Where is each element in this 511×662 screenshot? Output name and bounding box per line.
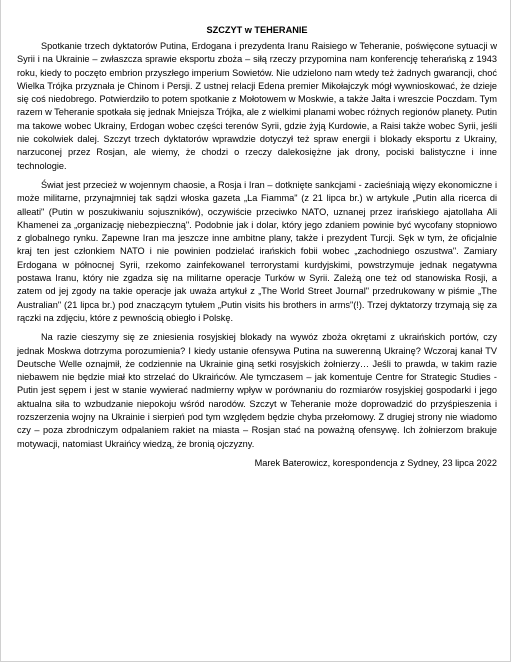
article-title: SZCZYT w TEHERANIE — [206, 25, 308, 35]
article-paragraph-2: Świat jest przecież w wojennym chaosie, a Rosja i Iran – dotknięte sankcjami - zacieśniają więzy ekonomiczne i może militarne, przynajmniej tak sądzi włoska gazeta „La Fiamma" (z 21 lipca br.) w artykule „Putin alla ricerca di alleati" (Putin w poszukiwaniu sojuszników), oczywiście przeciwko NATO, uznanej przez irańskiego ajatollaha Ali Khamenei za „organizację niebezpieczną". Podobnie jak i dolar, który jego zdaniem powinie być wycofany stopniowo z globalnego rynku. Zapewne Iran ma jeszcze inne ambitne plany, także i prezydent Turcji. Sęk w tym, że oficjalnie kraj ten jest członkiem NATO i nie powinien podzielać irańskich fobii wobec „zachodniego oszustwa". Zamiary Erdogana w północnej Syrii, rzekomo zainfekowanel terrorystami kurdyjskimi, powstrzymuje jednak negatywna postawa Iranu, który nie zgadza się na militarne operacje Turków w Syrii. Zależą one też od stanowiska Rosji, a zatem od jej zgody na takie operacje jak uważa artykuł z „The World Street Journal" przedrukowany w piśmie „The Australian" (21 lipca br.) pod znaczącym tytułem „Putin visits his brothers in arms"(!). Trzej dyktatorzy trzymają się za rączki na zdjęciu, które z pewnością obiegło i Polskę. — [17, 179, 497, 323]
article-signature: Marek Baterowicz, korespondencja z Sydney, 23 lipca 2022 — [254, 457, 497, 468]
article-body — [17, 24, 497, 470]
article-paragraph-1: Spotkanie trzech dyktatorów Putina, Erdogana i prezydenta Iranu Raisiego w Teheranie, poświęcone sytuacji w Syrii i na Ukrainie – zwłaszcza sprawie eksportu zboża – siłą rzeczy przypomina nam konferencję teherańską z 1943 roku, kiedy to poczęto embrion przyszłego imperium Sowietów. Nie udzielono nam wtedy też żadnych gwarancji, choć Wielka Trójka przyznała je Chinom i Persji. Z ustnej relacji Edena premier Mikołajczyk mógł wywnioskować, że dzieje się coś niedobrego. Potwierdziło to potem spotkanie z Mołotowem w Moskwie, a także Jałta i wreszcie Poczdam. Tym razem w Teheranie spotkała się jednak Mniejsza Trójka, ale z wielkimi planami wobec różnych regionów planety. Putin ma takowe wobec Ukrainy, Erdogan wobec części terenów Syrii, gdzie żyją Kurdowie, a Raisi także wobec Syrii, jeśli nie cokolwiek dalej. Szczyt trzech dyktatorów wprawdzie dotyczył też spraw energii i blokady eksportu z Ukrainy, narzuconej przez Rosjan, ale wiemy, że chodzi o rzeczy dalekosiężne jak drony, pociski balistyczne i inne technologie. — [17, 41, 497, 171]
article-paragraph-3: Na razie cieszymy się ze zniesienia rosyjskiej blokady na wywóz zboża okrętami z ukraińskich portów, czy jednak Moskwa dotrzyma porozumienia? I kiedy ustanie ofensywa Putina na suwerenną Ukrainę? Wczoraj kanał TV Deutsche Welle oznajmił, że codziennie na Ukrainie giną setki rosyjskich żołnierzy… Jeśli to prawda, w takim razie niebawem nie będzie miał kto strzelać do Ukraińców. Ale tymczasem – jak komentuje Centre for Strategic Studies - Putin jest sępem i jest w stanie wywierać nadmierny wpływ w porównaniu do rozmiarów rosyjskiej gospodarki i jego aktualna siła to wzbudzanie niepokoju wśród narodów. Szczyt w Teheranie może doprowadzić do przyśpieszenia i rozszerzenia wojny na Ukrainie i sierpień pod tym względem będzie chyba przełomowy. Z drugiej strony nie wiadomo czy – poza zbrodniczym odpalaniem rakiet na miasta – Rosjan stać na poważną ofensywę. Ich żołnierzom brakuje motywacji, natomiast Ukraińcy wiedzą, że bronią ojczyzny. — [17, 332, 497, 449]
